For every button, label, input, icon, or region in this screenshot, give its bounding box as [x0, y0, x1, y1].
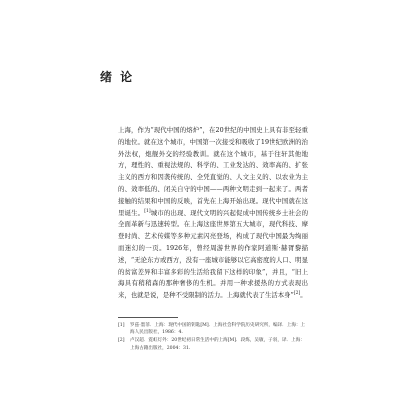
- footnote-ref-2[interactable]: [2]: [293, 291, 301, 297]
- footnote-ref-1[interactable]: [1]: [144, 208, 151, 214]
- footnote-item: [118, 337, 308, 351]
- footnote-divider: [118, 317, 178, 318]
- chapter-title: 绪 论: [100, 70, 135, 84]
- paragraph: [118, 125, 308, 302]
- footnote-mark: [2]: [118, 338, 125, 344]
- paragraph-text-2: 城市的出现、现代文明的兴起促成中国传统乡土社会的全面革新与迅速转型。在上海这座世界第五大城市，现代科技、摩登时尚、艺术传媒等多种元素闪亮登场，构成了现代中国最为绚丽而迷幻的一页。1926年，曾经周游世界的作家阿道斯·赫胥黎描述，“无论东方或西方，没有一座城市能够以它高密度的人口、明显的贫富差异和丰富多彩的生活给我留下这样的印象”，并且，“旧上海具有稍稍森的那种奢侈的生机。并用一种求援热的方式表现出来，也就是说，是种不受限制的活力。上海就代表了生活本身”: [118, 208, 309, 300]
- footnote-mark: [1]: [118, 323, 125, 328]
- paragraph-text-end: 。: [300, 291, 307, 300]
- footnotes: [118, 322, 308, 353]
- footnote-item: [118, 322, 308, 336]
- paragraph-text-1: 上海，作为“现代中国的熔炉”，在20世纪的中国史上具有非至轻重的地位。就在这个城市，中国第一次接受和吸收了19世纪欧洲的治外法权，炮舰外交的经验教训。就在这个城市，基于往轩其他地方，理性的、重视法规的、科学的、工业发达的、效率高的、扩张主义的西方和因袭传统的、全凭直觉的、人文主义的、以农业为主的、效率低的、闭关自守的中国——两种文明走到一起来了。两者接触的结果和中国的反映，首先在上海开始出现。现代中国就在这里诞生。: [118, 126, 308, 217]
- footnote-text: 卢汉超．霓虹灯外：20世纪初日常生活中的上海[M]．段炼，吴敏，子羽，译．上海：上海古籍出版社，2004：31.: [130, 338, 305, 351]
- body-text: [118, 125, 308, 302]
- footnote-text: 罗兹·墨菲．上海：现代中国的钥匙[M]．上海社会科学院历史研究所，编译．上海：上海人民出版社，1986：4.: [130, 323, 306, 336]
